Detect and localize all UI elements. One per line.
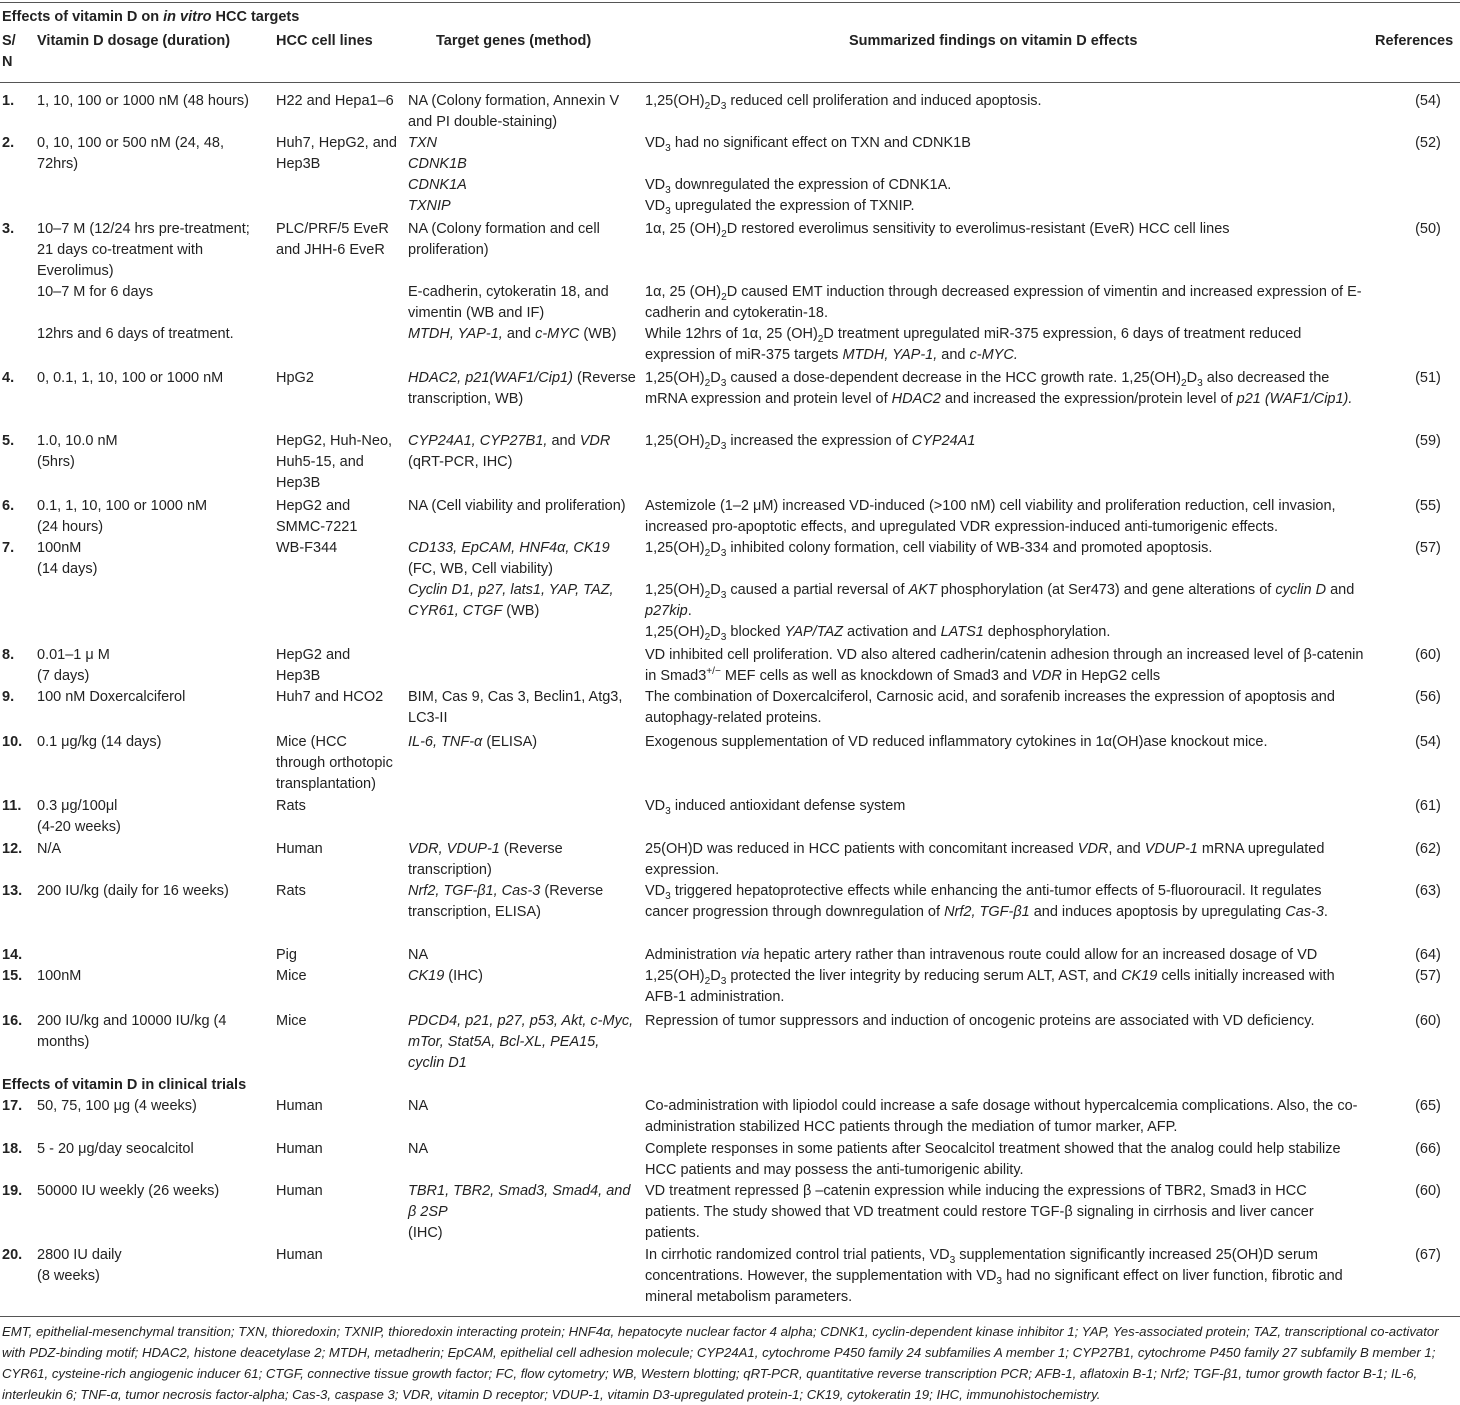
findings-cell: Exogenous supplementation of VD reduced inflammatory cytokines in 1α(OH)ase knockout mice. (645, 734, 1268, 750)
dosage-cell: 100nM (14 days) (37, 540, 98, 577)
dosage-cell: 0, 0.1, 1, 10, 100 or 1000 nM (37, 370, 224, 386)
header-references: References (1375, 33, 1454, 49)
dosage-cell: 1.0, 10.0 nM (5hrs) (37, 433, 118, 470)
header-rule (0, 82, 1460, 83)
reference-cell: (57) (1415, 968, 1441, 984)
cell-lines-cell: HepG2 and SMMC-7221 (276, 498, 358, 535)
targets-cell: TBR1, TBR2, Smad3, Smad4, and β 2SP (IHC) (408, 1183, 631, 1241)
cell-lines-cell: Pig (276, 947, 297, 963)
findings-cell: $1,25(OH)_2D_3$ reduced cell proliferation and induced apoptosis. (645, 93, 1042, 112)
findings-cell: Repression of tumor suppressors and induction of oncogenic proteins are associated with VD deficiency. (645, 1013, 1315, 1029)
dosage-cell: 0.1 μg/kg (14 days) (37, 734, 162, 750)
row-number: 7. (2, 540, 15, 556)
row-number: 9. (2, 689, 15, 705)
targets-cell: NA (408, 1098, 429, 1114)
row-number: 20. (2, 1247, 23, 1263)
cell-lines-cell: Huh7 and HCO2 (276, 689, 384, 705)
row-number: 3. (2, 221, 15, 237)
dosage-cell: 50000 IU weekly (26 weeks) (37, 1183, 220, 1199)
row-number: 2. (2, 135, 15, 151)
row-number: 11. (2, 798, 22, 814)
cell-lines-cell: H22 and Hepa1–6 (276, 93, 394, 109)
targets-cell: HDAC2, p21(WAF1/Cip1) (Reverse transcription, WB) (408, 370, 636, 407)
header-target-genes: Target genes (method) (436, 33, 592, 49)
dosage-cell: 100 nM Doxercalciferol (37, 689, 186, 705)
findings-cell: 1α, 25 $(OH)_2D$ restored everolimus sensitivity to everolimus-resistant (EveR) HCC cell lines 1α, 25 $(OH)_2D$ caused EMT induction through decreased expression of vimentin and increased expression of E-cadherin and cytokeratin-18. While 12hrs of 1α, 25 $(OH)_2D$ treatment upregulated miR-375 expression, 6 days of treatment reduced expression of miR-375 targets MTDH, YAP-1, and c-MYC. (645, 221, 1362, 363)
targets-cell: Nrf2, TGF-β1, Cas-3 (Reverse transcription, ELISA) (408, 883, 604, 920)
top-rule (0, 2, 1460, 3)
dosage-cell: N/A (37, 841, 62, 857)
reference-cell: (56) (1415, 689, 1441, 705)
header-sn: S/ N (2, 33, 16, 70)
row-number: 8. (2, 647, 15, 663)
row-number: 15. (2, 968, 23, 984)
targets-cell: CK19 (IHC) (408, 968, 483, 984)
cell-lines-cell: HepG2 and Hep3B (276, 647, 351, 684)
dosage-cell: 0.01–1 μ M (7 days) (37, 647, 110, 684)
reference-cell: (60) (1415, 647, 1441, 663)
dosage-cell: 2800 IU daily (8 weeks) (37, 1247, 122, 1284)
row-number: 14. (2, 947, 23, 963)
targets-cell: NA (Colony formation and cell proliferation) E-cadherin, cytokeratin 18, and vimentin (WB and IF) MTDH, YAP-1, and c-MYC (WB) (408, 221, 617, 342)
cell-lines-cell: Human (276, 841, 323, 857)
dosage-cell: 100nM (37, 968, 82, 984)
row-number: 6. (2, 498, 15, 514)
reference-cell: (59) (1415, 433, 1441, 449)
header-dosage: Vitamin D dosage (duration) (37, 33, 231, 49)
findings-cell: 25(OH)D was reduced in HCC patients with concomitant increased VDR, and VDUP-1 mRNA upregulated expression. (645, 841, 1325, 878)
cell-lines-cell: HepG2, Huh-Neo, Huh5-15, and Hep3B (276, 433, 393, 491)
row-number: 4. (2, 370, 15, 386)
reference-cell: (54) (1415, 93, 1441, 109)
bottom-rule (0, 1316, 1460, 1317)
dosage-cell: 200 IU/kg (daily for 16 weeks) (37, 883, 229, 899)
targets-cell: TXN CDNK1B CDNK1A TXNIP (408, 135, 467, 214)
cell-lines-cell: Human (276, 1183, 323, 1199)
reference-cell: (51) (1415, 370, 1441, 386)
dosage-cell: 0.3 μg/100μl (4-20 weeks) (37, 798, 121, 835)
cell-lines-cell: PLC/PRF/5 EveR and JHH-6 EveR (276, 221, 389, 258)
dosage-cell: 1, 10, 100 or 1000 nM (48 hours) (37, 93, 249, 109)
reference-cell: (66) (1415, 1141, 1441, 1157)
table-caption: Effects of vitamin D on in vitro HCC targets (2, 9, 300, 25)
dosage-cell: 0, 10, 100 or 500 nM (24, 48, 72hrs) (37, 135, 225, 172)
findings-cell: $1,25(OH)_2D_3$ increased the expression of CYP24A1 (645, 433, 976, 452)
reference-cell: (65) (1415, 1098, 1441, 1114)
cell-lines-cell: Huh7, HepG2, and Hep3B (276, 135, 397, 172)
reference-cell: (50) (1415, 221, 1441, 237)
findings-cell: $1,25(OH)_2D_3$ protected the liver integrity by reducing serum ALT, AST, and CK19 cells initially increased with AFB-1 administration. (645, 968, 1335, 1005)
targets-cell: PDCD4, p21, p27, p53, Akt, c-Myc, mTor, Stat5A, Bcl-XL, PEA15, cyclin D1 (408, 1013, 634, 1071)
targets-cell: NA (408, 947, 429, 963)
findings-cell: $VD_3$ had no significant effect on TXN and CDNK1B $VD_3$ downregulated the expression of CDNK1A. $VD_3$ upregulated the expression of TXNIP. (645, 135, 971, 217)
reference-cell: (54) (1415, 734, 1441, 750)
findings-cell: VD inhibited cell proliferation. VD also altered cadherin/catenin adhesion through an increased level of β-catenin in Smad3+/− MEF cells as well as knockdown of Smad3 and VDR in HepG2 cells (645, 647, 1364, 684)
dosage-cell: 50, 75, 100 μg (4 weeks) (37, 1098, 197, 1114)
cell-lines-cell: Rats (276, 883, 306, 899)
findings-cell: $1,25(OH)_2D_3$ caused a dose-dependent decrease in the HCC growth rate. $1,25(OH)_2D_3$ also decreased the mRNA expression and protein level of HDAC2 and increased the expression/protein level of p21 (WAF1/Cip1). (645, 370, 1353, 407)
targets-cell: NA (Cell viability and proliferation) (408, 498, 626, 514)
row-number: 19. (2, 1183, 23, 1199)
targets-cell: IL-6, TNF-α (ELISA) (408, 734, 538, 750)
row-number: 5. (2, 433, 15, 449)
reference-cell: (52) (1415, 135, 1441, 151)
findings-cell: Co-administration with lipiodol could increase a safe dosage without hypercalcemia complications. Also, the co-administration stabilized HCC patients through the mediation of tumor marker, AFP. (645, 1098, 1358, 1135)
cell-lines-cell: Mice (HCC through orthotopic transplantation) (276, 734, 393, 792)
cell-lines-cell: Human (276, 1098, 323, 1114)
findings-cell: The combination of Doxercalciferol, Carnosic acid, and sorafenib increases the expression of apoptosis and autophagy-related proteins. (645, 689, 1335, 726)
findings-cell: $VD_3$ induced antioxidant defense system (645, 798, 906, 817)
row-number: 12. (2, 841, 23, 857)
targets-cell: CD133, EpCAM, HNF4α, CK19 (FC, WB, Cell viability) Cyclin D1, p27, lats1, YAP, TAZ, CYR61, CTGF (WB) (408, 540, 614, 619)
findings-cell: Administration via hepatic artery rather than intravenous route could allow for an increased dosage of VD (645, 947, 1318, 963)
reference-cell: (61) (1415, 798, 1441, 814)
table-footnote: EMT, epithelial-mesenchymal transition; TXN, thioredoxin; TXNIP, thioredoxin interacting protein; HNF4α, hepatocyte nuclear factor 4 alpha; CDNK1, cyclin-dependent kinase inhibitor 1; YAP, Yes-associated protein; TAZ, transcriptional co-activator with PDZ-binding motif; HDAC2, histone deacetylase 2; MTDH, metadherin; EpCAM, epithelial cell adhesion molecule; CYP24A1, cytochrome P450 family 24 subfamilies A member 1; CYP27B1, cytochrome P450 family 27 subfamily B member 1; CYR61, cysteine-rich angiogenic inducer 61; CTGF, connective tissue growth factor; FC, flow cytometry; WB, Western blotting; qRT-PCR, quantitative reverse transcription PCR; AFB-1, aflatoxin B-1; Nrf2; TGF-β1, tumor growth factor B-1; IL-6, interleukin 6; TNF-α, tumor necrosis factor-alpha; Cas-3, caspase 3; VDR, vitamin D receptor; VDUP-1, vitamin D3-upregulated protein-1; CK19, cytokeratin 19; IHC, immunohistochemistry. (2, 1324, 1439, 1402)
findings-cell: VD treatment repressed β –catenin expression while inducing the expressions of TBR2, Smad3 in HCC patients. The study showed that VD treatment could restore TGF-β signaling in cirrhosis and liver cancer patients. (645, 1183, 1314, 1241)
reference-cell: (64) (1415, 947, 1441, 963)
findings-cell: $1,25(OH)_2D_3$ inhibited colony formation, cell viability of WB-334 and promoted apoptosis. $1,25(OH)_2D_3$ caused a partial reversal of AKT phosphorylation (at Ser473) and gene alterations of cyclin D and p27kip. $1,25(OH)_2D_3$ blocked YAP/TAZ activation and LATS1 dephosphorylation. (645, 540, 1355, 643)
cell-lines-cell: Mice (276, 1013, 307, 1029)
section-heading-clinical: Effects of vitamin D in clinical trials (2, 1077, 247, 1093)
reference-cell: (55) (1415, 498, 1441, 514)
row-number: 17. (2, 1098, 23, 1114)
reference-cell: (67) (1415, 1247, 1441, 1263)
row-number: 10. (2, 734, 23, 750)
header-cell-lines: HCC cell lines (276, 33, 373, 49)
dosage-cell: 10–7 M (12/24 hrs pre-treatment; 21 days co-treatment with Everolimus) 10–7 M for 6 days 12hrs and 6 days of treatment. (37, 221, 250, 342)
reference-cell: (57) (1415, 540, 1441, 556)
reference-cell: (63) (1415, 883, 1441, 899)
dosage-cell: 0.1, 1, 10, 100 or 1000 nM (24 hours) (37, 498, 208, 535)
cell-lines-cell: Mice (276, 968, 307, 984)
cell-lines-cell: WB-F344 (276, 540, 338, 556)
header-findings: Summarized findings on vitamin D effects (849, 33, 1138, 49)
findings-cell: $VD_3$ triggered hepatoprotective effects while enhancing the anti-tumor effects of 5-fluorouracil. It regulates cancer progression through downregulation of Nrf2, TGF-β1 and induces apoptosis by upregulating Cas-3. (645, 883, 1328, 920)
reference-cell: (62) (1415, 841, 1441, 857)
reference-cell: (60) (1415, 1183, 1441, 1199)
findings-cell: Astemizole (1–2 μM) increased VD-induced (>100 nM) cell viability and proliferation reduction, cell invasion, increased pro-apoptotic effects, and upregulated VDR expression-induced anti-tumorigenic effects. (645, 498, 1336, 535)
cell-lines-cell: HpG2 (276, 370, 314, 386)
targets-cell: BIM, Cas 9, Cas 3, Beclin1, Atg3, LC3-II (408, 689, 623, 726)
targets-cell: NA (408, 1141, 429, 1157)
reference-cell: (60) (1415, 1013, 1441, 1029)
targets-cell: CYP24A1, CYP27B1, and VDR (qRT-PCR, IHC) (408, 433, 611, 470)
row-number: 16. (2, 1013, 23, 1029)
targets-cell: NA (Colony formation, Annexin V and PI double-staining) (408, 93, 620, 130)
cell-lines-cell: Rats (276, 798, 306, 814)
cell-lines-cell: Human (276, 1247, 323, 1263)
targets-cell: VDR, VDUP-1 (Reverse transcription) (408, 841, 563, 878)
dosage-cell: 5 - 20 μg/day seocalcitol (37, 1141, 194, 1157)
dosage-cell: 200 IU/kg and 10000 IU/kg (4 months) (37, 1013, 227, 1050)
cell-lines-cell: Human (276, 1141, 323, 1157)
findings-cell: In cirrhotic randomized control trial patients, $VD_3$ supplementation significantly increased 25(OH)D serum concentrations. However, the supplementation with $VD_3$ had no significant effect on liver function, fibrotic and mineral metabolism parameters. (645, 1247, 1343, 1305)
row-number: 1. (2, 93, 15, 109)
row-number: 18. (2, 1141, 23, 1157)
findings-cell: Complete responses in some patients after Seocalcitol treatment showed that the analog could help stabilize HCC patients and may possess the anti-tumorigenic ability. (645, 1141, 1341, 1178)
row-number: 13. (2, 883, 23, 899)
